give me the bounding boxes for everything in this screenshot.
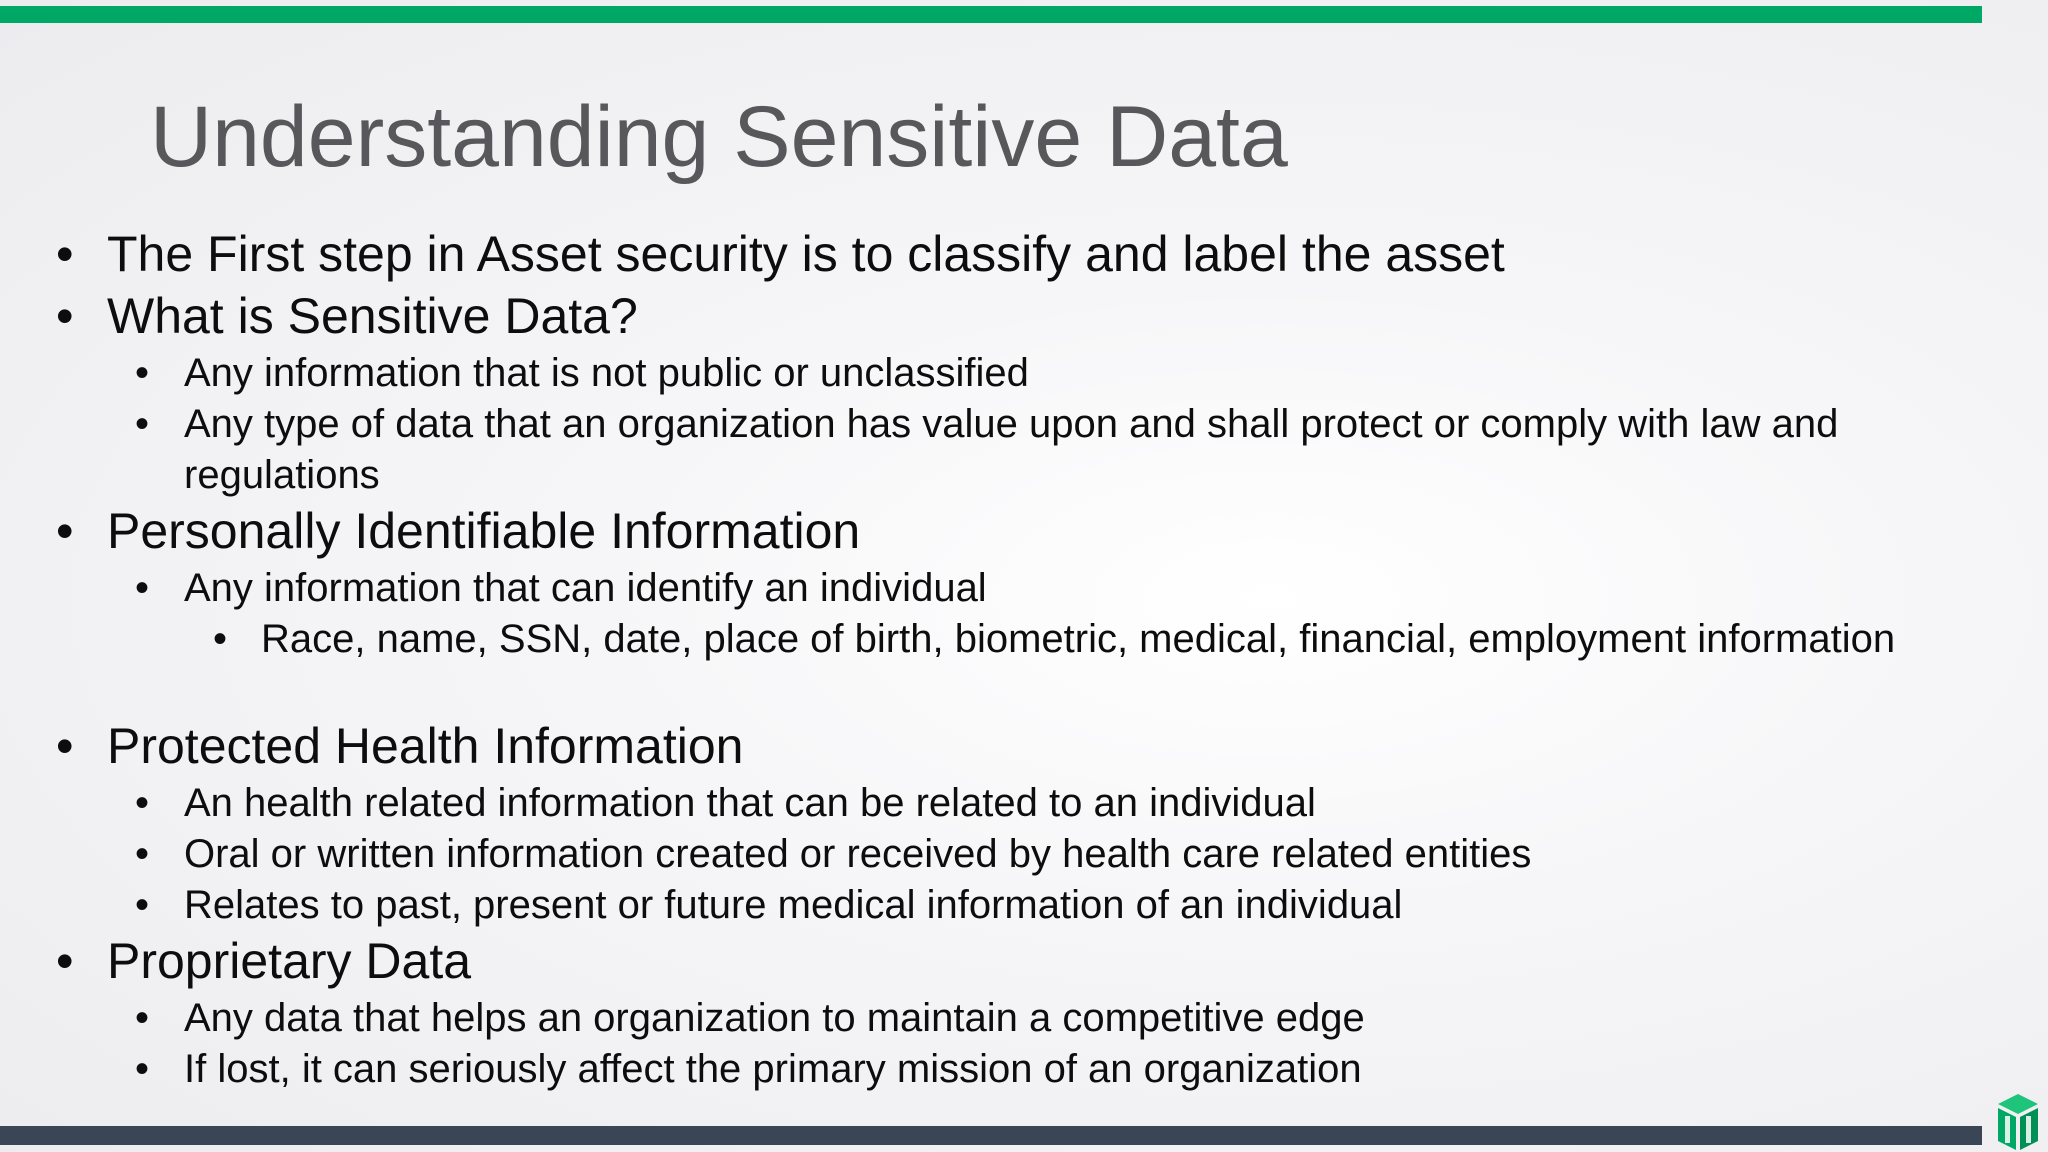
green-box-logo-icon bbox=[1994, 1092, 2042, 1152]
sub-bullet-item: • Relates to past, present or future medical information of an individual bbox=[0, 880, 1920, 931]
sub-bullet-item: • If lost, it can seriously affect the primary mission of an organization bbox=[0, 1044, 1920, 1095]
bottom-footer-bar bbox=[0, 1126, 1982, 1145]
sub-bullet-item: • Oral or written information created or received by health care related entities bbox=[0, 829, 1920, 880]
sub-bullet-item: • Any information that is not public or unclassified bbox=[0, 348, 1920, 399]
bullet-item: • Protected Health Information bbox=[0, 716, 1920, 778]
bullet-item: • The First step in Asset security is to classify and label the asset bbox=[0, 224, 1920, 286]
bullet-item: • Personally Identifiable Information bbox=[0, 501, 1920, 563]
slide-title: Understanding Sensitive Data bbox=[150, 89, 1288, 185]
sub-bullet-item: • Any data that helps an organization to maintain a competitive edge bbox=[0, 993, 1920, 1044]
bullet-item: • Proprietary Data bbox=[0, 931, 1920, 993]
sub-sub-bullet-item: • Race, name, SSN, date, place of birth, biometric, medical, financial, employment information bbox=[0, 614, 1920, 716]
sub-bullet-item: • An health related information that can be related to an individual bbox=[0, 778, 1920, 829]
bullet-item: • What is Sensitive Data? bbox=[0, 286, 1920, 348]
sub-bullet-item: • Any information that can identify an individual bbox=[0, 563, 1920, 614]
bullet-list bbox=[0, 224, 1920, 1095]
sub-bullet-item: • Any type of data that an organization has value upon and shall protect or comply with law and regulations bbox=[0, 399, 1920, 501]
top-accent-bar bbox=[0, 6, 1982, 23]
